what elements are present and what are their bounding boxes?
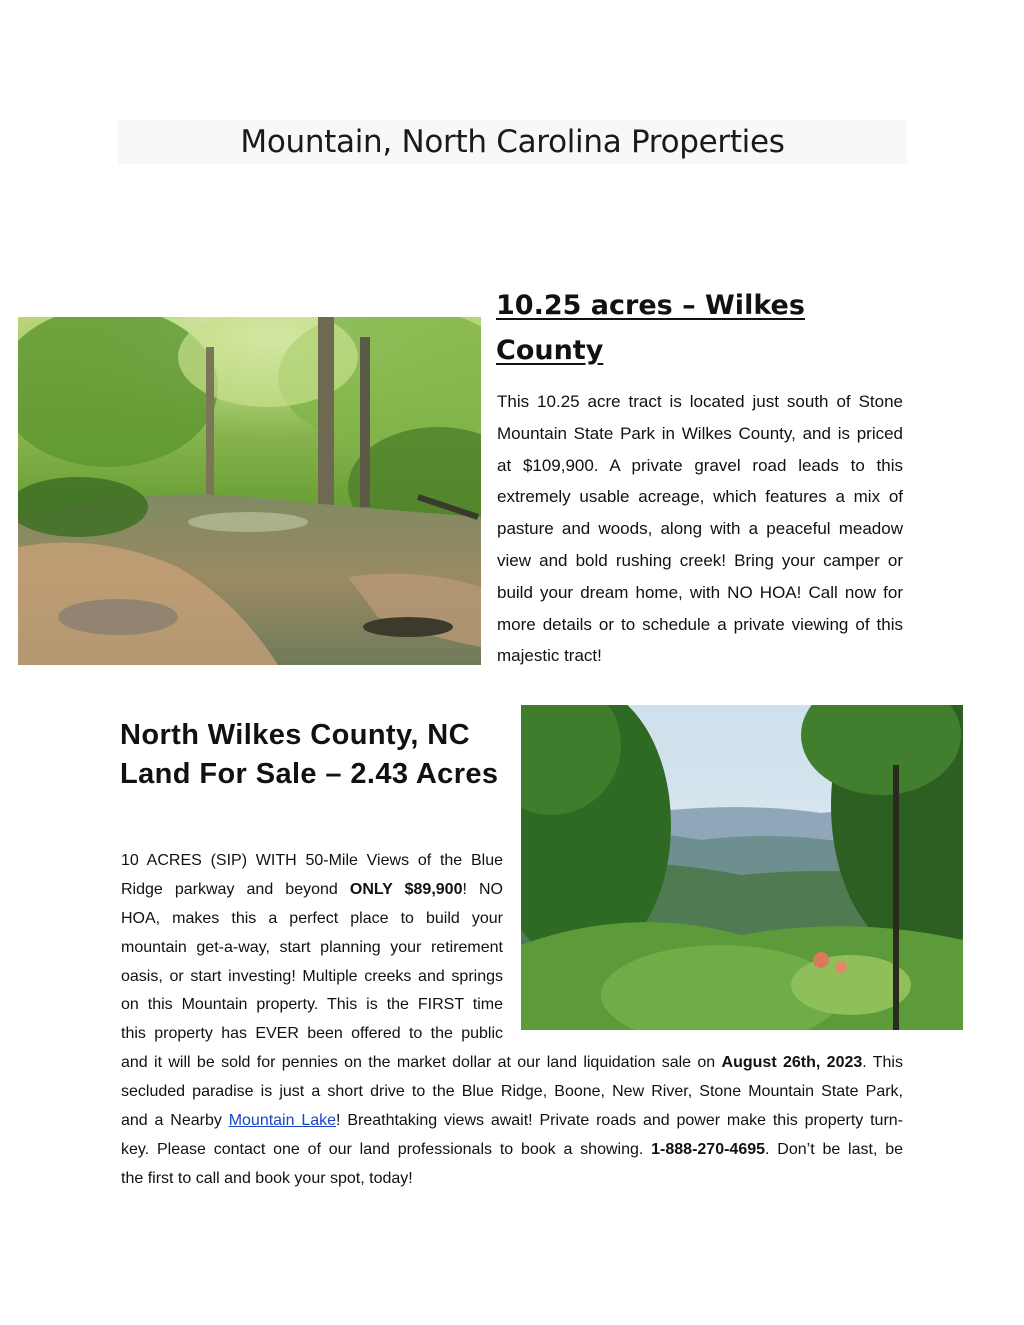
listing2-line: on this Mountain property. This is the FIRST time (121, 996, 503, 1014)
listing2-line-text: and it will be sold for pennies on the market dollar at our land liquidation sale on (121, 1054, 716, 1071)
mountain-view-photo (521, 705, 963, 1030)
listing2-heading[interactable]: North Wilkes County, NC Land For Sale – 2.43 Acres (120, 719, 499, 790)
listing2-line-text: ! NO (462, 880, 504, 898)
listing2-line-text: . Don’t be last, be (765, 1141, 903, 1158)
listing2-line (121, 1048, 903, 1077)
listing2-line: mountain get-a-way, start planning your retirement (121, 938, 503, 956)
creek-photo (18, 317, 481, 665)
sale-date: August 26th, 2023 (721, 1054, 863, 1071)
listing2-line-text: Ridge parkway and beyond (121, 880, 338, 898)
listing2-line: secluded paradise is just a short drive to the Blue Ridge, Boone, New River, Stone Mountain State Park, (121, 1083, 903, 1100)
listing2-description-wrapped (121, 847, 503, 1049)
listing1-description: This 10.25 acre tract is located just south of Stone Mountain State Park in Wilkes County, and is priced at $109,900. A private gravel road leads to this extremely usable acreage, which features a mix of pasture and woods, along with a peaceful meadow view and bold rushing creek! Bring your camper or build your dream home, with NO HOA! Call now for more details or to schedule a private viewing of this majestic tract! (497, 392, 903, 666)
listing2-line-text: . This (862, 1054, 903, 1071)
listing2-line (121, 1106, 903, 1135)
listing2-line (121, 1135, 903, 1164)
listing2-line: HOA, makes this a perfect place to build your (121, 909, 503, 927)
listing2-line: the first to call and book your spot, today! (121, 1170, 413, 1187)
mountain-lake-link[interactable]: Mountain Lake (228, 1112, 337, 1129)
listing2-line-text: ! Breathtaking views await! Private roads and power make this property turn- (336, 1112, 904, 1129)
mountain-view-photo-graphic (521, 705, 963, 1030)
listing2-line-text: and a Nearby (121, 1112, 222, 1129)
creek-photo-graphic (18, 317, 481, 665)
listing2-line: this property has EVER been offered to the public (121, 1025, 503, 1043)
listing2-description-full (121, 1048, 903, 1193)
listing2-line: oasis, or start investing! Multiple creeks and springs (121, 967, 503, 985)
listing1-heading[interactable]: 10.25 acres – Wilkes County (496, 290, 805, 366)
page-title-bar (118, 120, 907, 164)
price: ONLY $89,900 (349, 880, 463, 898)
listing2-line (121, 876, 503, 905)
page-title: Mountain, North Carolina Properties (240, 124, 785, 160)
listing2-line-text: key. Please contact one of our land professionals to book a showing. (121, 1141, 644, 1158)
phone-number[interactable]: 1-888-270-4695 (651, 1141, 766, 1158)
listing2-line: 10 ACRES (SIP) WITH 50-Mile Views of the Blue (121, 852, 503, 869)
